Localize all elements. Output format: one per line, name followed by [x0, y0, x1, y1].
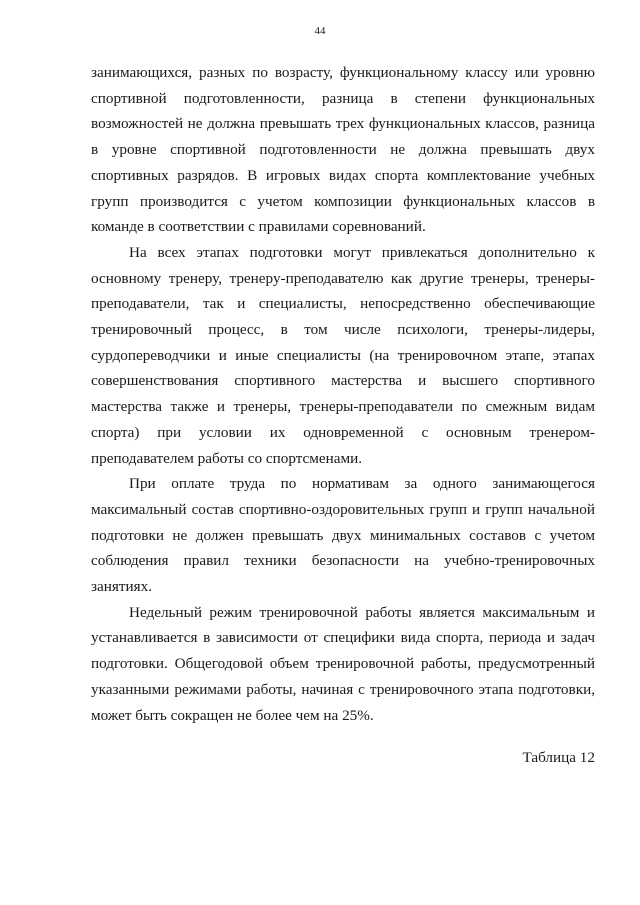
paragraph-2: На всех этапах подготовки могут привлекаться дополнительно к основному тренеру, тренеру-преподавателю как другие тренеры, тренеры-преподаватели, так и специалисты, непосредственно обеспечивающие тренировочный процесс, в том числе психологи, тренеры-лидеры, сурдопереводчики и иные специалисты (на тренировочном этапе, этапах совершенствования спортивного мастерства и высшего спортивного мастерства также и тренеры, тренеры-преподаватели по смежным видам спорта) при условии их одновременной с основным тренером-преподавателем работы со спортсменами.: [91, 243, 595, 467]
paragraph-3: При оплате труда по нормативам за одного занимающегося максимальный состав спортивно-оздоровительных групп и групп начальной подготовки не должен превышать двух минимальных составов с учетом соблюдения правил техники безопасности на учебно-тренировочных занятиях.: [91, 475, 595, 596]
paragraph-4: Недельный режим тренировочной работы является максимальным и устанавливается в зависимости от специфики вида спорта, периода и задач подготовки. Общегодовой объем тренировочной работы, предусмотренный указанными режимами работы, начиная с тренировочного этапа подготовки, может быть сокращен не более чем на 25%.: [91, 603, 595, 724]
page-number: 44: [314, 25, 326, 37]
table-caption: Таблица 12: [522, 749, 595, 766]
paragraph-1: занимающихся, разных по возрасту, функциональному классу или уровню спортивной подготовленности, разница в степени функциональных возможностей не должна превышать трех функциональных классов, разница в уровне спортивной подготовленности не должна превышать двух спортивных разрядов. В игровых видах спорта комплектование учебных групп производится с учетом композиции функциональных классов в команде в соответствии с правилами соревнований.: [91, 64, 595, 236]
body-text: [91, 60, 595, 728]
